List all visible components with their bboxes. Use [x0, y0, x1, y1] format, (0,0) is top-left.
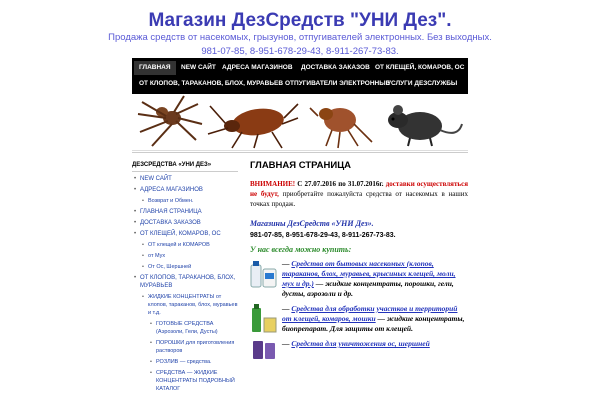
- menu-item-store-addresses[interactable]: АДРЕСА МАГАЗИНОВ: [222, 64, 293, 71]
- flea-icon: [310, 108, 372, 148]
- menu-item-pest-services[interactable]: УСЛУГИ ДЕЗСЛУЖБЫ: [387, 80, 458, 87]
- cockroach-icon: [208, 104, 298, 148]
- site-tagline: [0, 31, 600, 59]
- product-item: [250, 339, 468, 349]
- tagline-text: Продажа средств от насекомых, грызунов, отпугивателей электронных. Без выходных.: [108, 32, 492, 43]
- spider-icon: [138, 96, 202, 146]
- main-content: [250, 160, 468, 400]
- sidebar-item-returns[interactable]: • Возврат и Обмен.: [132, 197, 238, 205]
- dash: —: [282, 259, 290, 268]
- menu-item-ticks-mosquitoes[interactable]: ОТ КЛЕЩЕЙ, КОМАРОВ, ОС: [375, 64, 465, 71]
- sidebar-item-new-site[interactable]: • NEW САЙТ: [132, 175, 238, 183]
- product-desc-household: жидкие концентраты, порошки, гели, дусты, аэрозоли и др.: [282, 279, 454, 298]
- notice-no-delivery: доставки осуществляться не будут,: [250, 180, 469, 198]
- menu-item-delivery[interactable]: ДОСТАВКА ЗАКАЗОВ: [301, 64, 370, 71]
- dash: —: [315, 279, 324, 288]
- always-available-title: У нас всегда можно купить:: [250, 245, 352, 254]
- main-menu: [132, 58, 468, 94]
- product-link-territory[interactable]: Средства для обработки участков и территорий от клещей, комаров, мошки: [282, 304, 458, 323]
- sidebar-item-bottling[interactable]: • РОЗЛИВ — средства.: [132, 358, 238, 366]
- notice-attention: ВНИМАНИЕ!: [250, 180, 296, 188]
- sidebar-list: [132, 175, 238, 393]
- notice-dates: С 27.07.2016 по 31.07.2016г.: [297, 180, 384, 188]
- menu-item-bedbugs-cockroaches[interactable]: ОТ КЛОПОВ, ТАРАКАНОВ, БЛОХ, МУРАВЬЕВ: [139, 80, 284, 87]
- menu-item-electronic-repellers[interactable]: ОТПУГИВАТЕЛИ ЭЛЕКТРОННЫЕ: [285, 80, 390, 87]
- sidebar-item-ticks-mosquitoes[interactable]: • ОТ КЛЕЩЕЙ, КОМАРОВ, ОС: [132, 230, 238, 238]
- product-bottles-icon: [250, 259, 278, 289]
- sidebar-item-catalog[interactable]: • СРЕДСТВА — ЖИДКИЕ КОНЦЕНТРАТЫ ПОДРОБНЫЙ КАТАЛОГ: [132, 369, 238, 393]
- header-divider: [132, 152, 468, 153]
- product-item: [250, 259, 468, 299]
- sidebar-item-ready-products[interactable]: • ГОТОВЫЕ СРЕДСТВА (Аэрозоли, Гели, Дусты): [132, 320, 238, 336]
- product-link-household[interactable]: Средства от бытовых насекомых (клопов, тараканов, блох, муравьев, крысиных клещей, моли, мух и др.): [282, 259, 456, 288]
- mouse-icon: [388, 105, 462, 146]
- sidebar-item-ticks[interactable]: • ОТ клещей и КОМАРОВ: [132, 241, 238, 249]
- stores-title: Магазины ДезСредств «УНИ Дез».: [250, 219, 374, 228]
- site-title: Магазин ДезСредств "УНИ Дез".: [148, 10, 452, 31]
- product-sprayer-icon: [250, 304, 278, 334]
- sidebar-heading: ДЕЗСРЕДСТВА «УНИ ДЕЗ»: [132, 160, 238, 172]
- sidebar-item-flies[interactable]: • от Мух: [132, 252, 238, 260]
- menu-item-home[interactable]: ГЛАВНАЯ: [134, 61, 176, 75]
- product-link-wasps[interactable]: Средства для уничтожения ос, шершней: [291, 339, 430, 348]
- sidebar-item-home[interactable]: • ГЛАВНАЯ СТРАНИЦА: [132, 208, 238, 216]
- sidebar-item-delivery[interactable]: • ДОСТАВКА ЗАКАЗОВ: [132, 219, 238, 227]
- menu-item-new-site[interactable]: NEW САЙТ: [181, 64, 216, 71]
- banner-image: [132, 94, 468, 150]
- product-desc-territory: жидкие концентраты, биопрепарат. Для защиты от клещей.: [282, 314, 465, 333]
- dash: —: [377, 314, 386, 323]
- sidebar-item-store-addresses[interactable]: • АДРЕСА МАГАЗИНОВ: [132, 186, 238, 194]
- tagline-phones: 981-07-85, 8-951-678-29-43, 8-911-267-73-83.: [201, 46, 399, 57]
- dash: —: [282, 339, 290, 348]
- sidebar-item-liquid-concentrates[interactable]: • ЖИДКИЕ КОНЦЕНТРАТЫ от клопов, тараканов, блох, муравьев и т.д.: [132, 293, 238, 317]
- notice-text: [250, 179, 468, 209]
- phones: 981-07-85, 8-951-678-29-43, 8-911-267-73-83.: [250, 232, 396, 239]
- sidebar-item-bedbugs[interactable]: • ОТ КЛОПОВ, ТАРАКАНОВ, БЛОХ, МУРАВЬЕВ: [132, 274, 238, 290]
- page-title: ГЛАВНАЯ СТРАНИЦА: [250, 160, 352, 171]
- sidebar-item-powders[interactable]: • ПОРОШКИ для приготовления растворов: [132, 339, 238, 355]
- product-item: [250, 304, 468, 334]
- dash: —: [282, 304, 290, 313]
- notice-rest: приобретайте пожалуйста средства от насекомых в наших точках продаж.: [250, 190, 468, 208]
- header-banner: [132, 94, 468, 151]
- product-aerosol-icon: [250, 339, 278, 359]
- sidebar: [132, 160, 238, 400]
- sidebar-item-wasps[interactable]: • От Ос, Шершней: [132, 263, 238, 271]
